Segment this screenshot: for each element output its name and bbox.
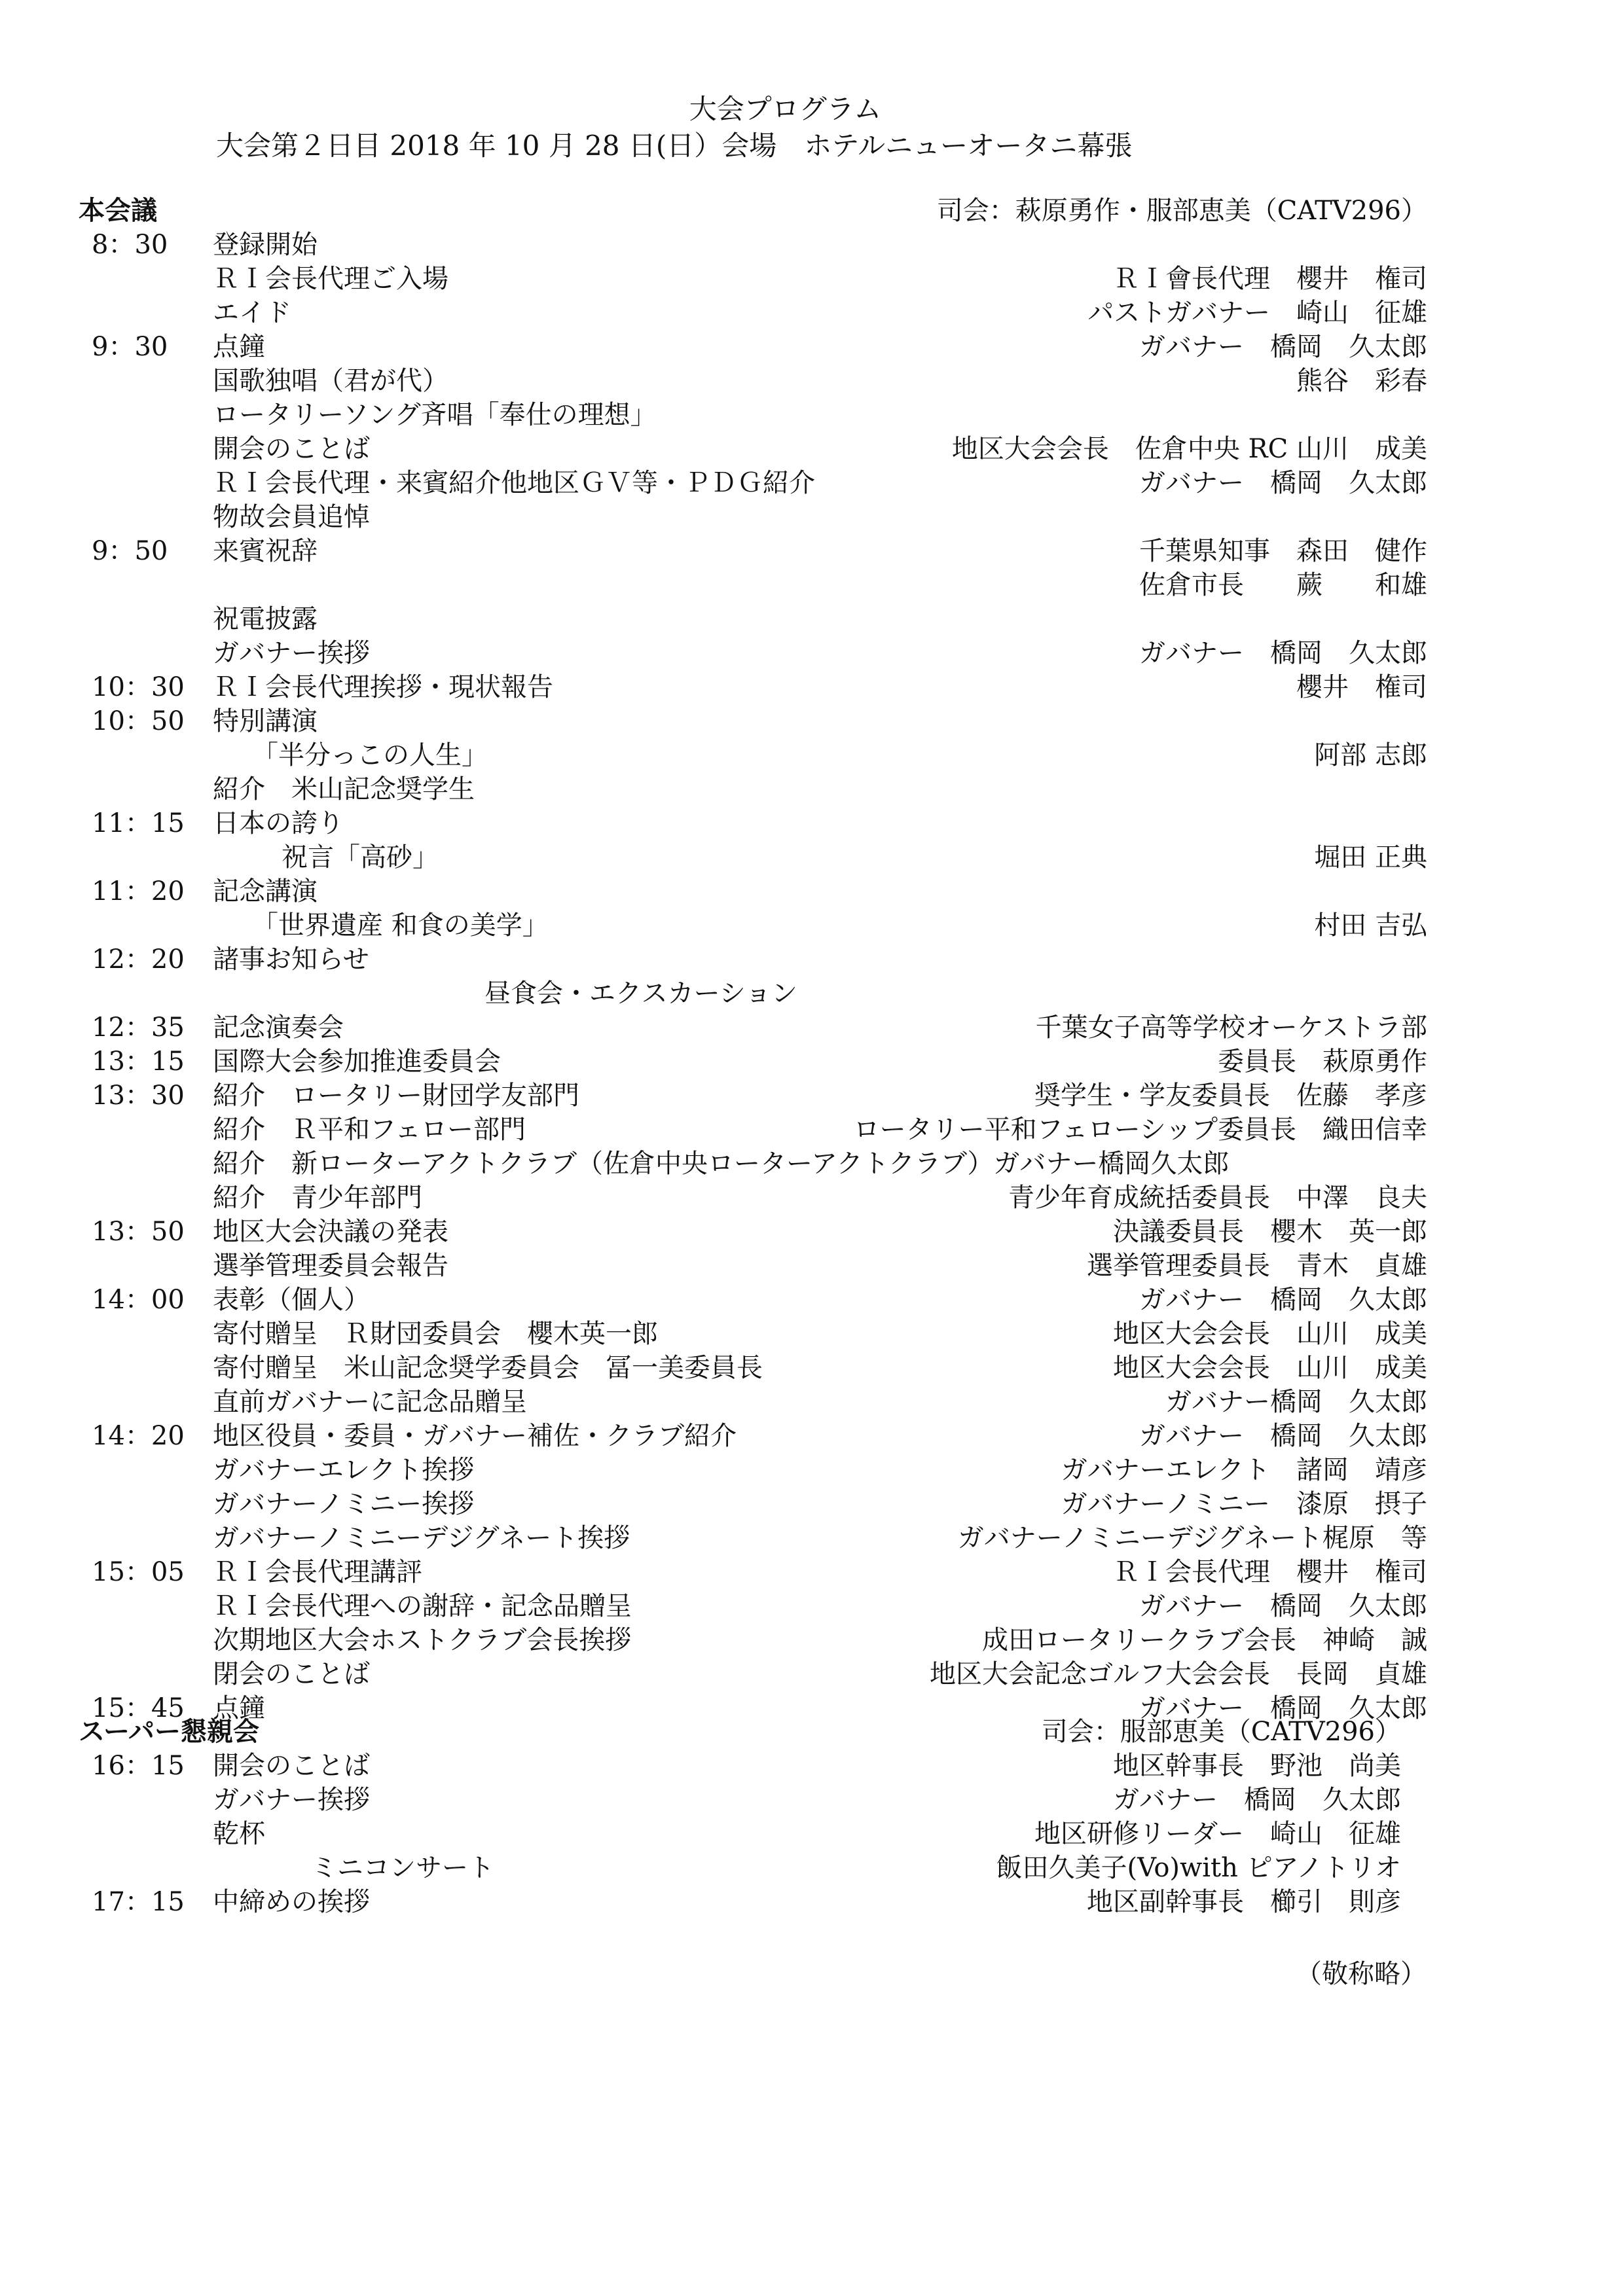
row-person: ガバナー 橋岡 久太郎 — [1113, 1785, 1401, 1815]
program-row — [79, 466, 1427, 500]
reception-section — [79, 1715, 1427, 1919]
row-person: 地区副幹事長 櫛引 則彦 — [1087, 1887, 1401, 1917]
program-row — [79, 432, 1427, 466]
program-row — [79, 1045, 1427, 1079]
row-person: 村田 吉弘 — [1314, 910, 1427, 941]
row-person: ロータリー平和フェローシップ委員長 織田信幸 — [853, 1115, 1427, 1145]
row-item: ミニコンサート — [311, 1853, 494, 1883]
row-item: 「世界遺産 和食の美学」 — [252, 910, 549, 941]
row-item: 直前ガバナーに記念品贈呈 — [213, 1387, 527, 1417]
mc-credit: 司会：服部恵美（CATV296） — [1041, 1717, 1401, 1747]
row-item: ＲＩ会長代理挨拶・現状報告 — [213, 672, 553, 702]
row-item: ガバナーエレクト挨拶 — [213, 1455, 475, 1485]
row-item: 祝言「高砂」 — [282, 842, 439, 872]
row-item: 点鐘 — [213, 1693, 265, 1723]
program-row — [79, 602, 1427, 636]
row-item: 昼食会・エクスカーション — [484, 978, 797, 1009]
section-header — [79, 1715, 1427, 1749]
row-time: 9：30 — [92, 332, 168, 362]
row-time: 11：15 — [92, 808, 185, 838]
row-item: 表彰（個人） — [213, 1285, 370, 1315]
row-item: ＲＩ会長代理講評 — [213, 1557, 422, 1587]
program-row — [79, 500, 1427, 534]
program-row — [79, 1317, 1427, 1351]
row-item: エイド — [213, 298, 291, 328]
program-row — [79, 1657, 1427, 1691]
program-row — [79, 670, 1427, 704]
row-item: ＲＩ会長代理への謝辞・記念品贈呈 — [213, 1591, 632, 1621]
program-row — [79, 942, 1427, 977]
row-person: 地区幹事長 野池 尚美 — [1113, 1751, 1401, 1781]
row-person: 地区大会会長 佐倉中央 RC 山川 成美 — [951, 434, 1427, 464]
row-item: 寄付贈呈 米山記念奨学委員会 冨一美委員長 — [213, 1353, 763, 1383]
row-time: 11：20 — [92, 876, 185, 906]
row-person: 千葉女子高等学校オーケストラ部 — [1035, 1013, 1427, 1043]
main-session-section — [79, 194, 1427, 1725]
row-item: 祝電披露 — [213, 604, 318, 634]
row-person: 選挙管理委員長 青木 貞雄 — [1087, 1251, 1427, 1281]
row-person: ガバナー 橋岡 久太郎 — [1139, 1285, 1427, 1315]
program-row — [79, 568, 1427, 602]
section-header — [79, 194, 1427, 228]
program-row — [79, 1783, 1427, 1817]
row-time: 16：15 — [92, 1751, 185, 1781]
row-time: 17：15 — [92, 1887, 185, 1917]
row-time: 12：20 — [92, 944, 185, 975]
row-item: 国際大会参加推進委員会 — [213, 1047, 501, 1077]
row-item: 点鐘 — [213, 332, 265, 362]
program-row — [79, 1419, 1427, 1453]
row-person: パストガバナー 崎山 征雄 — [1087, 298, 1427, 328]
row-item: ＲＩ会長代理・来賓紹介他地区ＧＶ等・ＰＤＧ紹介 — [213, 468, 815, 498]
program-row — [79, 908, 1427, 942]
program-row — [79, 364, 1427, 398]
program-row — [79, 874, 1427, 908]
program-row — [79, 738, 1427, 772]
row-item: 特別講演 — [213, 706, 318, 736]
row-item: 地区役員・委員・ガバナー補佐・クラブ紹介 — [213, 1421, 737, 1451]
row-person: ガバナー 橋岡 久太郎 — [1139, 1591, 1427, 1621]
row-item: 物故会員追悼 — [213, 502, 370, 532]
row-item: 乾杯 — [213, 1819, 265, 1849]
row-item: ガバナーノミニー挨拶 — [213, 1489, 475, 1519]
program-row — [79, 1487, 1427, 1521]
program-row — [79, 806, 1427, 840]
row-item: 来賓祝辞 — [213, 536, 318, 566]
row-time: 15：45 — [92, 1693, 185, 1723]
row-person: ガバナーエレクト 諸岡 靖彦 — [1061, 1455, 1427, 1485]
row-person: 委員長 萩原勇作 — [1218, 1047, 1427, 1077]
row-item: 地区大会決議の発表 — [213, 1217, 448, 1247]
row-item: 次期地区大会ホストクラブ会長挨拶 — [213, 1625, 632, 1655]
program-row — [79, 1113, 1427, 1147]
row-item: 中締めの挨拶 — [213, 1887, 370, 1917]
row-time: 14：20 — [92, 1421, 185, 1451]
row-person: 奨学生・学友委員長 佐藤 孝彦 — [1034, 1081, 1427, 1111]
row-item: 日本の誇り — [213, 808, 344, 838]
row-time: 10：30 — [92, 672, 185, 702]
row-person: ガバナーノミニーデジグネート梶原 等 — [957, 1523, 1427, 1553]
row-item: 寄付贈呈 Ｒ財団委員会 櫻木英一郎 — [213, 1319, 658, 1349]
section-title: スーパー懇親会 — [79, 1717, 259, 1747]
program-row — [79, 704, 1427, 738]
program-row — [79, 1011, 1427, 1045]
row-item: 諸事お知らせ — [213, 944, 369, 975]
row-item: 登録開始 — [213, 230, 318, 260]
row-person: 決議委員長 櫻木 英一郎 — [1113, 1217, 1427, 1247]
row-person: 青少年育成統括委員長 中澤 良夫 — [1008, 1183, 1427, 1213]
program-row — [79, 1215, 1427, 1249]
program-row — [79, 1851, 1427, 1885]
row-item: 紹介 Ｒ平和フェロー部門 — [213, 1115, 526, 1145]
program-row — [79, 398, 1427, 432]
row-time: 8：30 — [92, 230, 168, 260]
row-person: ＲＩ會長代理 櫻井 権司 — [1113, 264, 1427, 294]
row-person: ガバナー 橋岡 久太郎 — [1139, 468, 1427, 498]
row-person: 阿部 志郎 — [1314, 740, 1427, 770]
row-person: 櫻井 権司 — [1296, 672, 1427, 702]
program-row — [79, 1181, 1427, 1215]
row-person: ガバナー 橋岡 久太郎 — [1139, 332, 1427, 362]
main-session-rows — [79, 228, 1427, 1725]
row-person: 千葉県知事 森田 健作 — [1139, 536, 1427, 566]
program-row — [79, 840, 1427, 874]
row-time: 10：50 — [92, 706, 185, 736]
row-item: ＲＩ会長代理ご入場 — [213, 264, 448, 294]
program-row — [79, 1283, 1427, 1317]
program-row — [79, 1623, 1427, 1657]
row-item: 開会のことば — [213, 434, 370, 464]
row-time: 13：30 — [92, 1081, 185, 1111]
row-person: 地区大会会長 山川 成美 — [1113, 1353, 1427, 1383]
row-item: ロータリーソング斉唱「奉仕の理想」 — [213, 400, 657, 430]
honorifics-note: （敬称略） — [1296, 1959, 1427, 1989]
row-item: ガバナー挨拶 — [213, 638, 370, 668]
program-row — [79, 1147, 1427, 1181]
program-row — [79, 1249, 1427, 1283]
row-person: 成田ロータリークラブ会長 神崎 誠 — [982, 1625, 1427, 1655]
row-item: 紹介 ロータリー財団学友部門 — [213, 1081, 579, 1111]
row-time: 14：00 — [92, 1285, 185, 1315]
program-row — [79, 1453, 1427, 1487]
row-item: 紹介 米山記念奨学生 — [213, 774, 475, 804]
row-item: 開会のことば — [213, 1751, 370, 1781]
row-item: ガバナー挨拶 — [213, 1785, 370, 1815]
program-row — [79, 534, 1427, 568]
program-row — [79, 1385, 1427, 1419]
program-row — [79, 1817, 1427, 1851]
program-row — [79, 262, 1427, 296]
mc-credit: 司会：萩原勇作・服部恵美（CATV296） — [936, 196, 1427, 226]
row-item: 選挙管理委員会報告 — [213, 1251, 448, 1281]
row-item: ガバナーノミニーデジグネート挨拶 — [213, 1523, 630, 1553]
program-row — [79, 1079, 1427, 1113]
program-row — [79, 977, 1427, 1011]
row-person: 飯田久美子(Vo)with ピアノトリオ — [996, 1853, 1401, 1883]
row-person: 地区大会会長 山川 成美 — [1113, 1319, 1427, 1349]
row-item: 「半分っこの人生」 — [252, 740, 488, 770]
row-time: 13：50 — [92, 1217, 185, 1247]
program-row — [79, 228, 1427, 262]
row-person: 堀田 正典 — [1314, 842, 1427, 872]
program-row — [79, 1589, 1427, 1623]
row-time: 12：35 — [92, 1013, 185, 1043]
program-row — [79, 330, 1427, 364]
row-person: 佐倉市長 蕨 和雄 — [1139, 570, 1427, 600]
program-row — [79, 1749, 1427, 1783]
row-item: 紹介 青少年部門 — [213, 1183, 422, 1213]
program-row — [79, 772, 1427, 806]
row-time: 13：15 — [92, 1047, 185, 1077]
row-person: ガバナー 橋岡 久太郎 — [1139, 1421, 1427, 1451]
section-title: 本会議 — [79, 196, 157, 226]
row-person: ガバナーノミニー 漆原 摂子 — [1061, 1489, 1427, 1519]
program-row — [79, 1521, 1427, 1555]
row-person: ＲＩ会長代理 櫻井 権司 — [1113, 1557, 1427, 1587]
program-subtitle: 大会第２日目 2018 年 10 月 28 日(日）会場 ホテルニューオータニ幕張 — [216, 130, 1133, 162]
row-person: 地区大会記念ゴルフ大会会長 長岡 貞雄 — [930, 1659, 1427, 1689]
row-item: 記念演奏会 — [213, 1013, 344, 1043]
row-item: 紹介 新ローターアクトクラブ（佐倉中央ローターアクトクラブ）ガバナー橋岡久太郎 — [213, 1149, 1230, 1179]
row-person: 熊谷 彩春 — [1296, 366, 1427, 396]
row-person: ガバナー 橋岡 久太郎 — [1139, 638, 1427, 668]
row-person: 地区研修リーダー 崎山 征雄 — [1034, 1819, 1401, 1849]
row-item: 記念講演 — [213, 876, 318, 906]
program-row — [79, 1555, 1427, 1589]
row-time: 15：05 — [92, 1557, 185, 1587]
row-person: ガバナー 橋岡 久太郎 — [1139, 1693, 1427, 1723]
program-row — [79, 1885, 1427, 1919]
row-person: ガバナー橋岡 久太郎 — [1165, 1387, 1427, 1417]
row-time: 9：50 — [92, 536, 168, 566]
program-row — [79, 296, 1427, 330]
program-row — [79, 1351, 1427, 1385]
row-item: 国歌独唱（君が代） — [213, 366, 448, 396]
reception-rows — [79, 1749, 1427, 1919]
row-item: 閉会のことば — [213, 1659, 370, 1689]
title-block — [0, 92, 1623, 127]
program-row — [79, 636, 1427, 670]
program-title: 大会プログラム — [689, 93, 882, 125]
